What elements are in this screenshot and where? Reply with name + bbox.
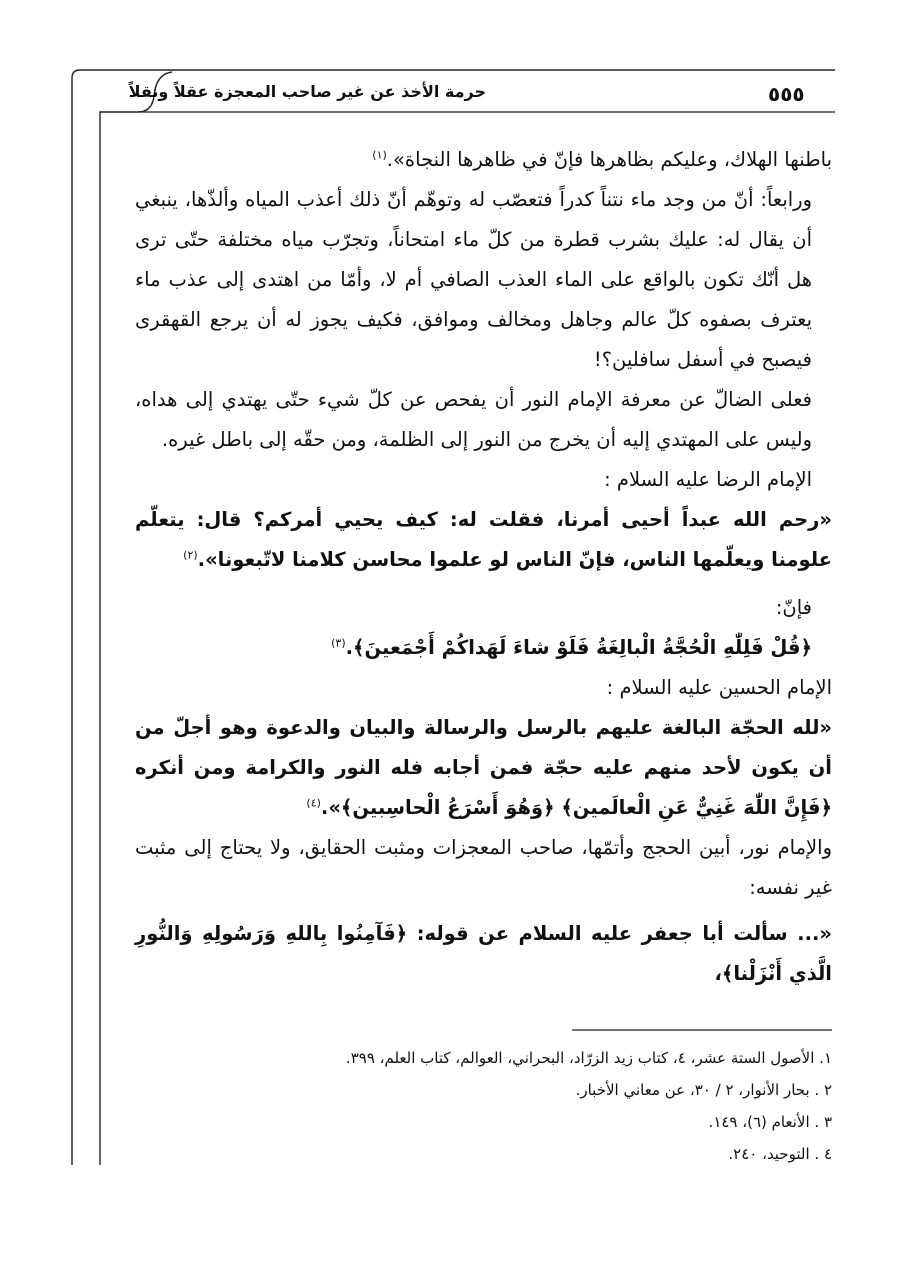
quote-heading: الإمام الحسين عليه السلام :	[606, 676, 832, 699]
quote-text: «رحم الله عبداً أحيى أمرنا، فقلت له: كيف يحيي أمركم؟ قال: يتعلّم علومنا ويعلّمها الناس، فإنّ الناس لو علموا محاسن كلامنا لاتّبعونا».	[135, 508, 832, 571]
paragraph	[135, 140, 832, 180]
footnote: ٤ . التوحيد، ٢٤٠.	[728, 1145, 832, 1163]
verse-text: ﴿قُلْ فَلِلّٰهِ الْحُجَّةُ الْبالِغَةُ فَلَوْ شاءَ لَهَداكُمْ أَجْمَعينَ﴾.	[345, 636, 812, 659]
footnote-ref: (١)	[372, 148, 387, 162]
footnote-ref: (٢)	[183, 548, 198, 562]
footnotes	[135, 1042, 832, 1170]
footnote: ١. الأصول الستة عشر، ٤، كتاب زيد الزرّاد، البحراني، العوالم، كتاب العلم، ٣٩٩.	[345, 1049, 832, 1067]
quote-heading: الإمام الرضا عليه السلام :	[604, 468, 812, 491]
paragraph-text: باطنها الهلاك، وعليكم بظاهرها فإنّ في ظاهرها النجاة».	[386, 148, 832, 171]
paragraph: والإمام نور، أبين الحجج وأتمّها، صاحب المعجزات ومثبت الحقايق، ولا يحتاج إلى مثبت غير نفسه:	[135, 836, 832, 899]
quote-text: «لله الحجّة البالغة عليهم بالرسل والرسالة والبيان والدعوة وهو أجلّ من أن يكون لأحد منهم عليه حجّة فمن أجابه فله النور والكرامة ومن أنكره ﴿فَإِنَّ اللّٰهَ غَنِيٌّ عَنِ الْعالَمين﴾ ﴿وَهُوَ أَسْرَعُ الْحاسِبين﴾».	[135, 716, 832, 819]
running-title: حرمة الأخذ عن غير صاحب المعجزة عقلاً ونقلاً	[128, 82, 486, 101]
paragraph: فعلى الضالّ عن معرفة الإمام النور أن يفحص عن كلّ شيء حتّى يهتدي إلى هداه، وليس على المهتدي إليه أن يخرج من النور إلى الظلمة، ومن حقّه إلى باطل غيره.	[135, 388, 812, 451]
quote	[135, 500, 832, 580]
footnote-ref: (٤)	[306, 796, 321, 810]
main-text	[135, 140, 832, 994]
verse	[135, 628, 832, 668]
footnote-ref: (٣)	[331, 636, 346, 650]
footnote: ٢ . بحار الأنوار، ٢ / ٣٠، عن معاني الأخبار.	[575, 1081, 832, 1099]
page-number: ٥٥٥	[768, 82, 805, 106]
paragraph: ورابعاً: أنّ من وجد ماء نتناً كدراً فتعصّب له وتوهّم أنّ ذلك أعذب المياه وألذّها، ينبغي أن يقال له: عليك بشرب قطرة من كلّ ماء امتحاناً، وتجرّب مياه مختلفة حتّى ترى هل أنّك تكون بالواقع على الماء العذب الصافي أم لا، وأمّا من اهتدى إلى عذب ماء يعترف بصفوه كلّ عالم وجاهل ومخالف وموافق، فكيف يجوز له أن يرجع القهقرى فيصبح في أسفل سافلين؟!	[135, 188, 812, 371]
quote-heading: فإنّ:	[775, 596, 812, 619]
footnote: ٣ . الأنعام (٦)، ١٤٩.	[708, 1113, 832, 1131]
quote	[135, 708, 832, 828]
quote: «... سألت أبا جعفر عليه السلام عن قوله: ﴿فَآمِنُوا بِاللهِ وَرَسُولِهِ وَالنُّورِ الَّذي أَنْزَلْنا﴾،	[135, 922, 832, 985]
